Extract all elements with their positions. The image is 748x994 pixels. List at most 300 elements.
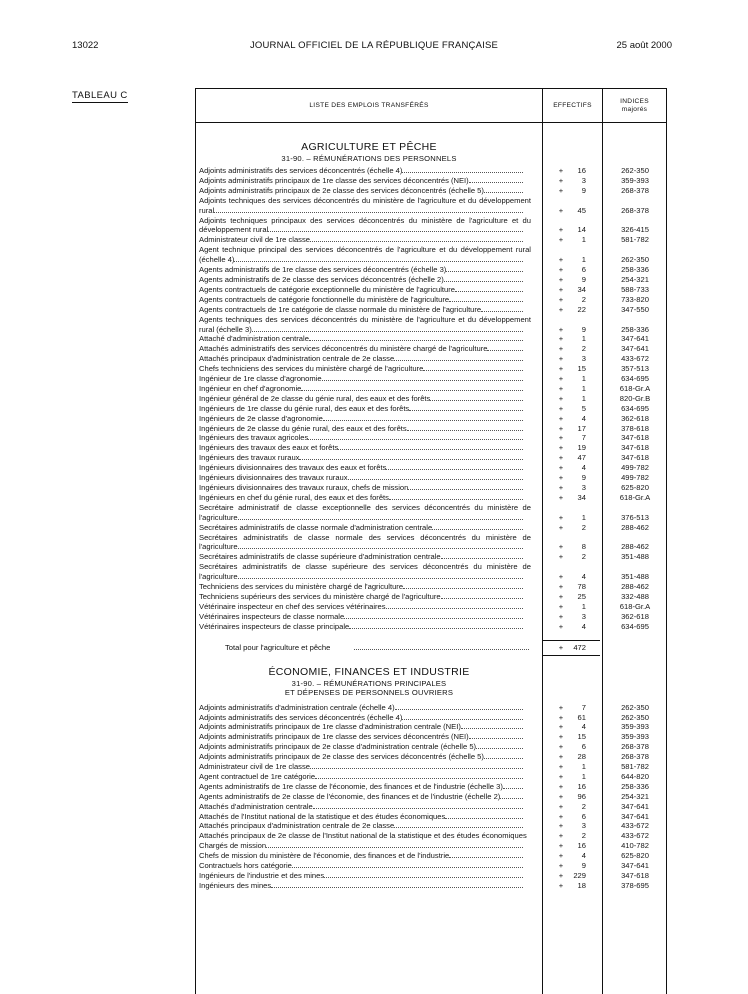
table-row: [196, 602, 666, 612]
effectif-value: 3: [581, 821, 586, 831]
effectif-sign: +: [558, 871, 564, 880]
effectif-sign: +: [558, 463, 564, 473]
effectif-sign: +: [558, 811, 564, 821]
dotted-leader: [349, 622, 523, 629]
header-divider: [196, 122, 666, 123]
effectif-value: 7: [581, 702, 586, 712]
dotted-leader: [461, 722, 523, 729]
effectif-sign: +: [558, 841, 564, 851]
indice-value: 351-488: [621, 572, 649, 582]
table-row: [196, 722, 666, 732]
emploi-name: [196, 275, 531, 285]
effectif-sign: +: [558, 552, 564, 562]
indice-value: 347-641: [621, 811, 649, 821]
effectif-sign: +: [558, 294, 564, 304]
table-row: [196, 245, 666, 265]
dotted-leader: [503, 782, 523, 789]
emploi-name: [196, 812, 531, 822]
effectif-value: 4: [581, 621, 586, 631]
emploi-label: Vétérinaires inspecteurs de classe normale: [199, 611, 345, 621]
emploi-name: [196, 582, 531, 592]
table-row: [196, 792, 666, 802]
effectif-value: 4: [581, 463, 586, 473]
indice-value: 268-378: [621, 752, 649, 762]
effectif-value: 4: [581, 413, 586, 423]
emploi-name: [196, 424, 531, 434]
indice-value: 820-Gr.B: [619, 393, 651, 403]
emploi-label: Ingénieurs des mines: [199, 880, 272, 890]
emploi-name: [196, 305, 531, 315]
emploi-label: Agent technique principal des services déconcentrés de l'agriculture et du développement rural (échelle 4): [199, 245, 531, 265]
indice-value: 359-393: [621, 732, 649, 742]
table-row: [196, 703, 666, 713]
publication-date: 25 août 2000: [616, 40, 672, 51]
emploi-label: Ingénieurs de 2e classe d'agronomie: [199, 413, 323, 423]
indice-value: 433-672: [621, 831, 649, 841]
dotted-leader: [394, 821, 523, 828]
table-row: [196, 582, 666, 592]
effectif-value: 22: [577, 304, 586, 314]
dotted-leader: [252, 325, 523, 332]
indice-value: 347-550: [621, 304, 649, 314]
emploi-label: Agent contractuel de 1re catégorie: [199, 771, 316, 781]
dotted-leader: [323, 414, 523, 421]
indice-value: 347-618: [621, 433, 649, 443]
effectif-sign: +: [558, 742, 564, 752]
emploi-name: [196, 752, 531, 762]
emploi-label: Ingénieurs divisionnaires des travaux ruraux: [199, 473, 348, 483]
effectif-sign: +: [558, 732, 564, 742]
emploi-name: [196, 602, 531, 612]
dotted-leader: [338, 443, 523, 450]
total-sign: +: [558, 642, 564, 652]
emploi-label: Attachés principaux d'administration centrale de 2e classe: [199, 354, 395, 364]
emploi-label: Agents contractuels de catégorie fonctionnelle du ministère de l'agriculture: [199, 294, 450, 304]
dotted-leader: [266, 841, 523, 848]
indice-value: 254-321: [621, 274, 649, 284]
emploi-name: [196, 552, 531, 562]
emploi-label: Adjoints administratifs principaux de 2e classe d'administration centrale (échelle 5): [199, 742, 477, 752]
emploi-name: [196, 533, 531, 553]
table-row: [196, 622, 666, 632]
dotted-leader: [484, 752, 523, 759]
table-row: [196, 782, 666, 792]
page-header: [0, 40, 748, 54]
indice-value: 268-378: [621, 742, 649, 752]
table-row: [196, 851, 666, 861]
effectif-sign: +: [558, 274, 564, 284]
emploi-name: [196, 742, 531, 752]
table-row: [196, 186, 666, 196]
table-row: [196, 414, 666, 424]
effectif-value: 34: [577, 284, 586, 294]
indice-value: 357-513: [621, 364, 649, 374]
effectif-value: 28: [577, 752, 586, 762]
emploi-label: Agents contractuels de catégorie exceptionnelle du ministère de l'agriculture: [199, 284, 455, 294]
table-row: [196, 394, 666, 404]
indice-value: 618-Gr.A: [619, 601, 651, 611]
effectif-sign: +: [558, 771, 564, 781]
table-row: [196, 523, 666, 533]
effectif-sign: +: [558, 473, 564, 483]
effectif-value: 4: [581, 572, 586, 582]
table-row: [196, 713, 666, 723]
dotted-leader: [481, 305, 523, 312]
effectif-sign: +: [558, 591, 564, 601]
emploi-name: [196, 523, 531, 533]
total-value: 472: [573, 642, 586, 652]
emploi-name: [196, 732, 531, 742]
emploi-name: [196, 703, 531, 713]
effectif-sign: +: [558, 324, 564, 334]
effectif-value: 17: [577, 423, 586, 433]
emploi-label: Chargés de mission: [199, 841, 267, 851]
dotted-leader: [449, 851, 523, 858]
table-row: [196, 384, 666, 394]
table-row: [196, 453, 666, 463]
indice-value: 254-321: [621, 791, 649, 801]
emploi-label: Ingénieurs de 2e classe du génie rural, des eaux et des forêts: [199, 423, 407, 433]
dotted-leader: [469, 732, 523, 739]
emploi-name: [196, 493, 531, 503]
effectif-value: 3: [581, 611, 586, 621]
emploi-label: Ingénieurs de l'industrie et des mines: [199, 871, 325, 880]
effectif-value: 2: [581, 522, 586, 532]
emploi-label: Agents administratifs de 1re classe de l'économie, des finances et de l'industrie (échelle 3): [199, 781, 503, 791]
emploi-label: Attachés administratifs des services déconcentrés du ministère chargé de l'agriculture: [199, 344, 488, 354]
effectif-value: 78: [577, 582, 586, 592]
indice-value: 332-488: [621, 591, 649, 601]
indice-value: 258-336: [621, 781, 649, 791]
effectif-value: 1: [581, 334, 586, 344]
dotted-leader: [484, 186, 523, 193]
emploi-label: Ingénieurs en chef du génie rural, des eaux et des forêts: [199, 492, 389, 502]
table-row: [196, 216, 666, 236]
indice-value: 262-350: [621, 712, 649, 722]
table-row: [196, 871, 666, 881]
emploi-name: [196, 762, 531, 772]
indice-value: 625-820: [621, 483, 649, 492]
emploi-label: Adjoints administratifs principaux de 2e classe des services déconcentrés (échelle 5): [199, 185, 484, 195]
effectif-sign: +: [558, 364, 564, 374]
emploi-name: [196, 414, 531, 424]
effectif-sign: +: [558, 791, 564, 801]
emploi-label: Ingénieurs des travaux ruraux: [199, 453, 300, 463]
emploi-name: [196, 176, 531, 186]
dotted-leader: [487, 344, 523, 351]
section-title: AGRICULTURE ET PÊCHE: [301, 141, 437, 153]
effectif-sign: +: [558, 453, 564, 463]
effectif-value: 96: [577, 791, 586, 801]
effectif-value: 25: [577, 591, 586, 601]
emploi-name: [196, 792, 531, 802]
effectif-sign: +: [558, 722, 564, 732]
table-row: [196, 841, 666, 851]
dotted-leader: [344, 612, 523, 619]
emploi-label: Administrateur civil de 1re classe: [199, 762, 310, 772]
effectif-value: 3: [581, 483, 586, 492]
emploi-label: Secrétaires administratifs de classe normale d'administration centrale: [199, 522, 433, 532]
effectif-value: 15: [577, 364, 586, 374]
dotted-leader: [446, 265, 523, 272]
total-row: [196, 640, 666, 656]
effectif-value: 34: [577, 492, 586, 502]
table-row: [196, 285, 666, 295]
effectif-sign: +: [558, 383, 564, 393]
emploi-name: [196, 592, 531, 602]
emploi-label: Attachés principaux d'administration centrale de 2e classe: [199, 821, 395, 831]
indice-value: 499-782: [621, 473, 649, 483]
effectif-value: 4: [581, 851, 586, 861]
effectif-value: 15: [577, 732, 586, 742]
table-row: [196, 732, 666, 742]
dotted-leader: [395, 703, 523, 710]
effectif-value: 1: [581, 771, 586, 781]
emploi-name: [196, 265, 531, 275]
dotted-leader: [268, 225, 523, 232]
dotted-leader: [214, 206, 523, 213]
emploi-name: [196, 196, 531, 216]
emploi-name: [196, 722, 531, 732]
column-header-indices-line1: INDICES: [620, 97, 649, 105]
emploi-label: Ingénieurs des travaux des eaux et forêts: [199, 443, 339, 453]
effectif-sign: +: [558, 235, 564, 245]
table-row: [196, 503, 666, 523]
indice-value: 347-641: [621, 861, 649, 871]
table-row: [196, 354, 666, 364]
emploi-name: [196, 772, 531, 782]
effectif-sign: +: [558, 344, 564, 354]
dotted-leader: [234, 255, 523, 262]
table-row: [196, 473, 666, 483]
emploi-label: Agents administratifs de 2e classe de l'économie, des finances et de l'industrie (échelle 2): [199, 791, 501, 801]
table-row: [196, 463, 666, 473]
total-label: Total pour l'agriculture et pêche: [225, 642, 331, 652]
indice-value: 288-462: [621, 522, 649, 532]
emploi-label: Ingénieurs des travaux agricoles: [199, 433, 309, 443]
emploi-name: [196, 443, 531, 453]
chapter-heading: 31-90. – RÉMUNÉRATIONS PRINCIPALES: [291, 678, 447, 688]
indice-value: 347-641: [621, 334, 649, 344]
indice-value: 644-820: [621, 771, 649, 781]
effectif-value: 229: [573, 871, 586, 880]
effectif-value: 9: [581, 324, 586, 334]
effectif-value: 1: [581, 374, 586, 384]
effectif-sign: +: [558, 702, 564, 712]
emploi-label: Agents administratifs de 1re classe des services déconcentrés (échelle 3): [199, 265, 447, 275]
emploi-name: [196, 394, 531, 404]
dotted-leader: [402, 713, 523, 720]
table-row: [196, 196, 666, 216]
effectif-value: 16: [577, 166, 586, 175]
emploi-name: [196, 315, 531, 335]
table-label: TABLEAU C: [72, 90, 128, 101]
emploi-name: [196, 821, 531, 831]
table-row: [196, 821, 666, 831]
emploi-label: Adjoints administratifs principaux de 1re classe des services déconcentrés (NEI): [199, 175, 469, 185]
effectif-sign: +: [558, 821, 564, 831]
dotted-leader: [441, 552, 523, 559]
effectif-value: 1: [581, 512, 586, 522]
table-row: [196, 493, 666, 503]
section-title: ÉCONOMIE, FINANCES ET INDUSTRIE: [268, 665, 470, 678]
effectif-sign: +: [558, 582, 564, 592]
indice-value: 347-618: [621, 443, 649, 453]
effectif-value: 9: [581, 473, 586, 483]
emploi-name: [196, 802, 531, 812]
effectif-sign: +: [558, 851, 564, 861]
emploi-name: [196, 612, 531, 622]
table-row: [196, 364, 666, 374]
table-row: [196, 344, 666, 354]
emploi-label: Secrétaires administratifs de classe normale des services déconcentrés du ministère de l'agriculture: [199, 532, 531, 552]
effectif-value: 47: [577, 453, 586, 463]
effectif-sign: +: [558, 166, 564, 175]
dotted-leader: [476, 742, 523, 749]
indice-value: 288-462: [621, 542, 649, 552]
effectif-sign: +: [558, 512, 564, 522]
dotted-leader: [322, 374, 523, 381]
dotted-leader: [238, 513, 523, 520]
effectif-sign: +: [558, 374, 564, 384]
dotted-leader: [292, 861, 523, 868]
effectif-sign: +: [558, 762, 564, 772]
dotted-leader: [409, 404, 523, 411]
emploi-name: [196, 851, 531, 861]
emploi-label: Attachés de l'Institut national de la statistique et des études économiques: [199, 811, 446, 821]
column-header-effectifs: EFFECTIFS: [553, 101, 592, 109]
table-row: [196, 315, 666, 335]
emploi-label: Adjoints administratifs principaux de 1re classe d'administration centrale (NEI): [199, 722, 461, 732]
table-row: [196, 433, 666, 443]
effectif-value: 2: [581, 831, 586, 841]
indice-value: 433-672: [621, 354, 649, 364]
emploi-label: Contractuels hors catégorie: [199, 861, 292, 871]
effectif-value: 6: [581, 265, 586, 275]
emploi-label: Ingénieurs divisionnaires des travaux des eaux et forêts: [199, 463, 387, 473]
emploi-label: Agents techniques des services déconcentrés du ministère de l'agriculture et du développement rural (échelle 3): [199, 314, 531, 334]
dotted-leader: [441, 592, 523, 599]
effectif-value: 9: [581, 861, 586, 871]
indice-value: 262-350: [621, 255, 649, 265]
emploi-name: [196, 881, 531, 891]
total-leader: [354, 649, 529, 650]
table-body: [196, 141, 666, 891]
dotted-leader: [386, 602, 523, 609]
indice-value: 258-336: [621, 324, 649, 334]
effectif-sign: +: [558, 601, 564, 611]
emploi-label: Attachés d'administration centrale: [199, 801, 313, 811]
effectif-sign: +: [558, 542, 564, 552]
emploi-name: [196, 453, 531, 463]
table-row: [196, 374, 666, 384]
table-row: [196, 533, 666, 553]
table-row: [196, 334, 666, 344]
indice-value: 634-695: [621, 403, 649, 413]
effectif-sign: +: [558, 413, 564, 423]
table-row: [196, 592, 666, 602]
emploi-label: Adjoints administratifs des services déconcentrés (échelle 4): [199, 712, 403, 722]
effectif-sign: +: [558, 492, 564, 502]
effectif-sign: +: [558, 304, 564, 314]
effectif-sign: +: [558, 861, 564, 871]
dotted-leader: [449, 295, 523, 302]
effectif-value: 2: [581, 294, 586, 304]
dotted-leader: [408, 483, 523, 490]
indice-value: 347-618: [621, 871, 649, 880]
emploi-label: Techniciens supérieurs des services du ministère chargé de l'agriculture: [199, 591, 441, 601]
dotted-leader: [301, 384, 523, 391]
effectif-sign: +: [558, 831, 564, 841]
dotted-leader: [299, 453, 523, 460]
effectif-value: 4: [581, 722, 586, 732]
emploi-label: Agents administratifs de 2e classe des services déconcentrés (échelle 2): [199, 274, 444, 284]
indice-value: 351-488: [621, 552, 649, 562]
emploi-label: Adjoints administratifs d'administration centrale (échelle 4): [199, 702, 395, 712]
effectif-value: 3: [581, 175, 586, 185]
effectif-value: 61: [577, 712, 586, 722]
emploi-label: Attaché d'administration centrale: [199, 334, 309, 344]
emploi-label: Adjoints administratifs des services déconcentrés (échelle 4): [199, 166, 403, 175]
emploi-name: [196, 334, 531, 344]
emploi-label: Ingénieurs divisionnaires des travaux ruraux, chefs de mission: [199, 483, 409, 492]
emploi-label: Ingénieurs de 1re classe du génie rural, des eaux et des forêts: [199, 403, 410, 413]
effectif-sign: +: [558, 175, 564, 185]
emploi-name: [196, 384, 531, 394]
effectif-sign: +: [558, 483, 564, 492]
effectif-value: 14: [577, 225, 586, 235]
dotted-leader: [432, 523, 523, 530]
effectif-sign: +: [558, 334, 564, 344]
effectif-sign: +: [558, 185, 564, 195]
effectif-sign: +: [558, 225, 564, 235]
emploi-label: Attachés principaux de 2e classe de l'Institut national de la statistique et des études économiques: [199, 831, 527, 841]
emploi-name: [196, 364, 531, 374]
effectif-value: 1: [581, 383, 586, 393]
effectif-value: 2: [581, 801, 586, 811]
dotted-leader: [238, 572, 523, 579]
emploi-label: Adjoints techniques des services déconcentrés du ministère de l'agriculture et du développement rural: [199, 195, 531, 215]
effectif-sign: +: [558, 752, 564, 762]
effectif-sign: +: [558, 354, 564, 364]
emploi-label: Techniciens des services du ministère chargé de l'agriculture: [199, 582, 404, 592]
effectif-value: 3: [581, 354, 586, 364]
indice-value: 733-820: [621, 294, 649, 304]
dotted-leader: [310, 235, 523, 242]
column-header-indices: [603, 89, 666, 122]
indice-value: 581-782: [621, 762, 649, 772]
dotted-leader: [403, 582, 523, 589]
table-row: [196, 762, 666, 772]
effectif-value: 16: [577, 781, 586, 791]
indice-value: 347-641: [621, 801, 649, 811]
effectif-sign: +: [558, 621, 564, 631]
dotted-leader: [394, 354, 523, 361]
column-header-liste: LISTE DES EMPLOIS TRANSFÉRÉS: [309, 101, 429, 109]
dotted-leader: [271, 881, 523, 888]
table-row: [196, 265, 666, 275]
effectif-sign: +: [558, 572, 564, 582]
indice-value: 359-393: [621, 722, 649, 732]
effectif-sign: +: [558, 403, 564, 413]
emploi-name: [196, 503, 531, 523]
page-number: 13022: [72, 40, 99, 51]
indice-value: 581-782: [621, 235, 649, 245]
table-row: [196, 424, 666, 434]
indice-value: 634-695: [621, 374, 649, 384]
dotted-leader: [423, 364, 523, 371]
effectif-value: 16: [577, 841, 586, 851]
